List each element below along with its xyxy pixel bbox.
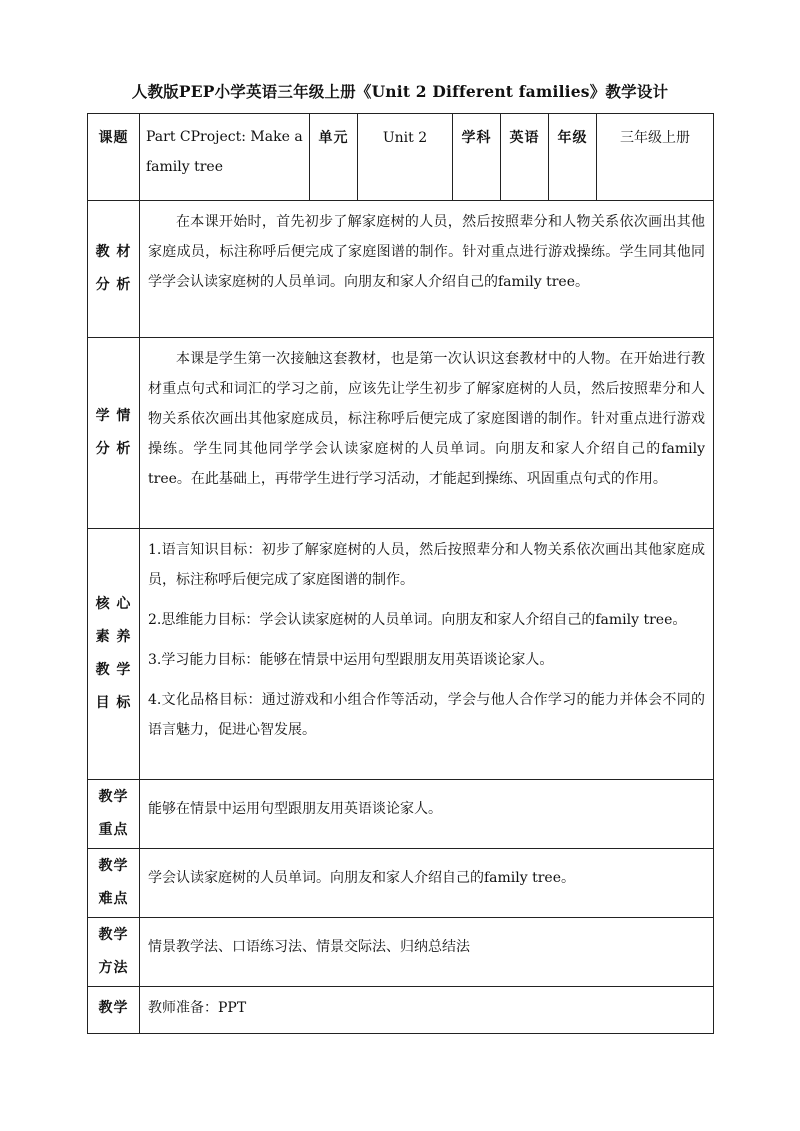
objective-item: 3.学习能力目标：能够在情景中运用句型跟朋友用英语谈论家人。 [148,652,554,668]
unit-label: 单元 [310,114,358,201]
textbook-analysis-row [88,201,714,338]
subject-label: 学科 [453,114,501,201]
preparation-row [88,987,714,1034]
core-objectives-label-line4: 目 标 [95,695,132,711]
student-analysis-text: 本课是学生第一次接触这套教材，也是第一次认识这套教材中的人物。在开始进行教材重点句式和词汇的学习之前，应该先让学生初步了解家庭树的人员，然后按照辈分和人物关系依次画出其他家庭成员，标注称呼后便完成了家庭图谱的制作。针对重点进行游戏操练。学生同其他同学学会认读家庭树的人员单词。向朋友和家人介绍自己的family tree。在此基础上，再带学生进行学习活动，才能起到操练、巩固重点句式的作用。 [148,351,705,487]
core-objectives-row [88,529,714,780]
objective-item: 2.思维能力目标：学会认读家庭树的人员单词。向朋友和家人介绍自己的family tree。 [148,612,687,628]
unit-value: Unit 2 [358,114,453,201]
methods-text: 情景教学法、口语练习法、情景交际法、归纳总结法 [148,939,470,955]
key-points-row [88,780,714,849]
student-analysis-label-line2: 分 析 [95,441,132,457]
difficult-points-text: 学会认读家庭树的人员单词。向朋友和家人介绍自己的family tree。 [148,870,576,886]
document-title: 人教版PEP小学英语三年级上册《Unit 2 Different families》教学设计 [131,82,669,101]
textbook-analysis-label [88,201,140,338]
key-points-label [88,780,140,849]
student-analysis-label [88,338,140,529]
preparation-cell [140,987,714,1034]
difficult-points-cell [140,849,714,918]
key-points-label-line1: 教学 [98,789,129,805]
lesson-plan-table [87,113,714,1034]
grade-label: 年级 [549,114,597,201]
textbook-analysis-cell [140,201,714,338]
student-analysis-row [88,338,714,529]
objective-item: 1.语言知识目标：初步了解家庭树的人员，然后按照辈分和人物关系依次画出其他家庭成员，标注称呼后便完成了家庭图谱的制作。 [148,542,705,588]
methods-label-line1: 教学 [98,927,129,943]
student-analysis-label-line1: 学 情 [95,408,132,424]
methods-cell [140,918,714,987]
objective-item: 4.文化品格目标：通过游戏和小组合作等活动，学会与他人合作学习的能力并体会不同的语言魅力，促进心智发展。 [148,692,705,738]
textbook-analysis-text: 在本课开始时，首先初步了解家庭树的人员，然后按照辈分和人物关系依次画出其他家庭成员，标注称呼后便完成了家庭图谱的制作。针对重点进行游戏操练。学生同其他同学学会认读家庭树的人员单词。向朋友和家人介绍自己的family tree。 [148,214,705,290]
header-row [88,114,714,201]
difficult-points-label [88,849,140,918]
key-points-cell [140,780,714,849]
core-objectives-label [88,529,140,780]
methods-label [88,918,140,987]
key-points-label-line2: 重点 [98,822,129,838]
difficult-points-label-line1: 教学 [98,858,129,874]
student-analysis-cell [140,338,714,529]
methods-row [88,918,714,987]
preparation-label: 教学 [88,987,140,1034]
topic-value: Part CProject: Make a family tree [140,114,310,201]
core-objectives-label-line1: 核 心 [95,596,132,612]
textbook-analysis-label-line2: 分 析 [95,277,132,293]
difficult-points-label-line2: 难点 [98,891,129,907]
grade-value: 三年级上册 [597,114,714,201]
difficult-points-row [88,849,714,918]
topic-label: 课题 [88,114,140,201]
core-objectives-label-line3: 教 学 [95,662,132,678]
core-objectives-label-line2: 素 养 [95,629,132,645]
preparation-text: 教师准备：PPT [148,1000,247,1016]
key-points-text: 能够在情景中运用句型跟朋友用英语谈论家人。 [148,801,442,817]
methods-label-line2: 方法 [98,960,129,976]
textbook-analysis-label-line1: 教 材 [95,244,132,260]
core-objectives-cell [140,529,714,780]
subject-value: 英语 [501,114,549,201]
